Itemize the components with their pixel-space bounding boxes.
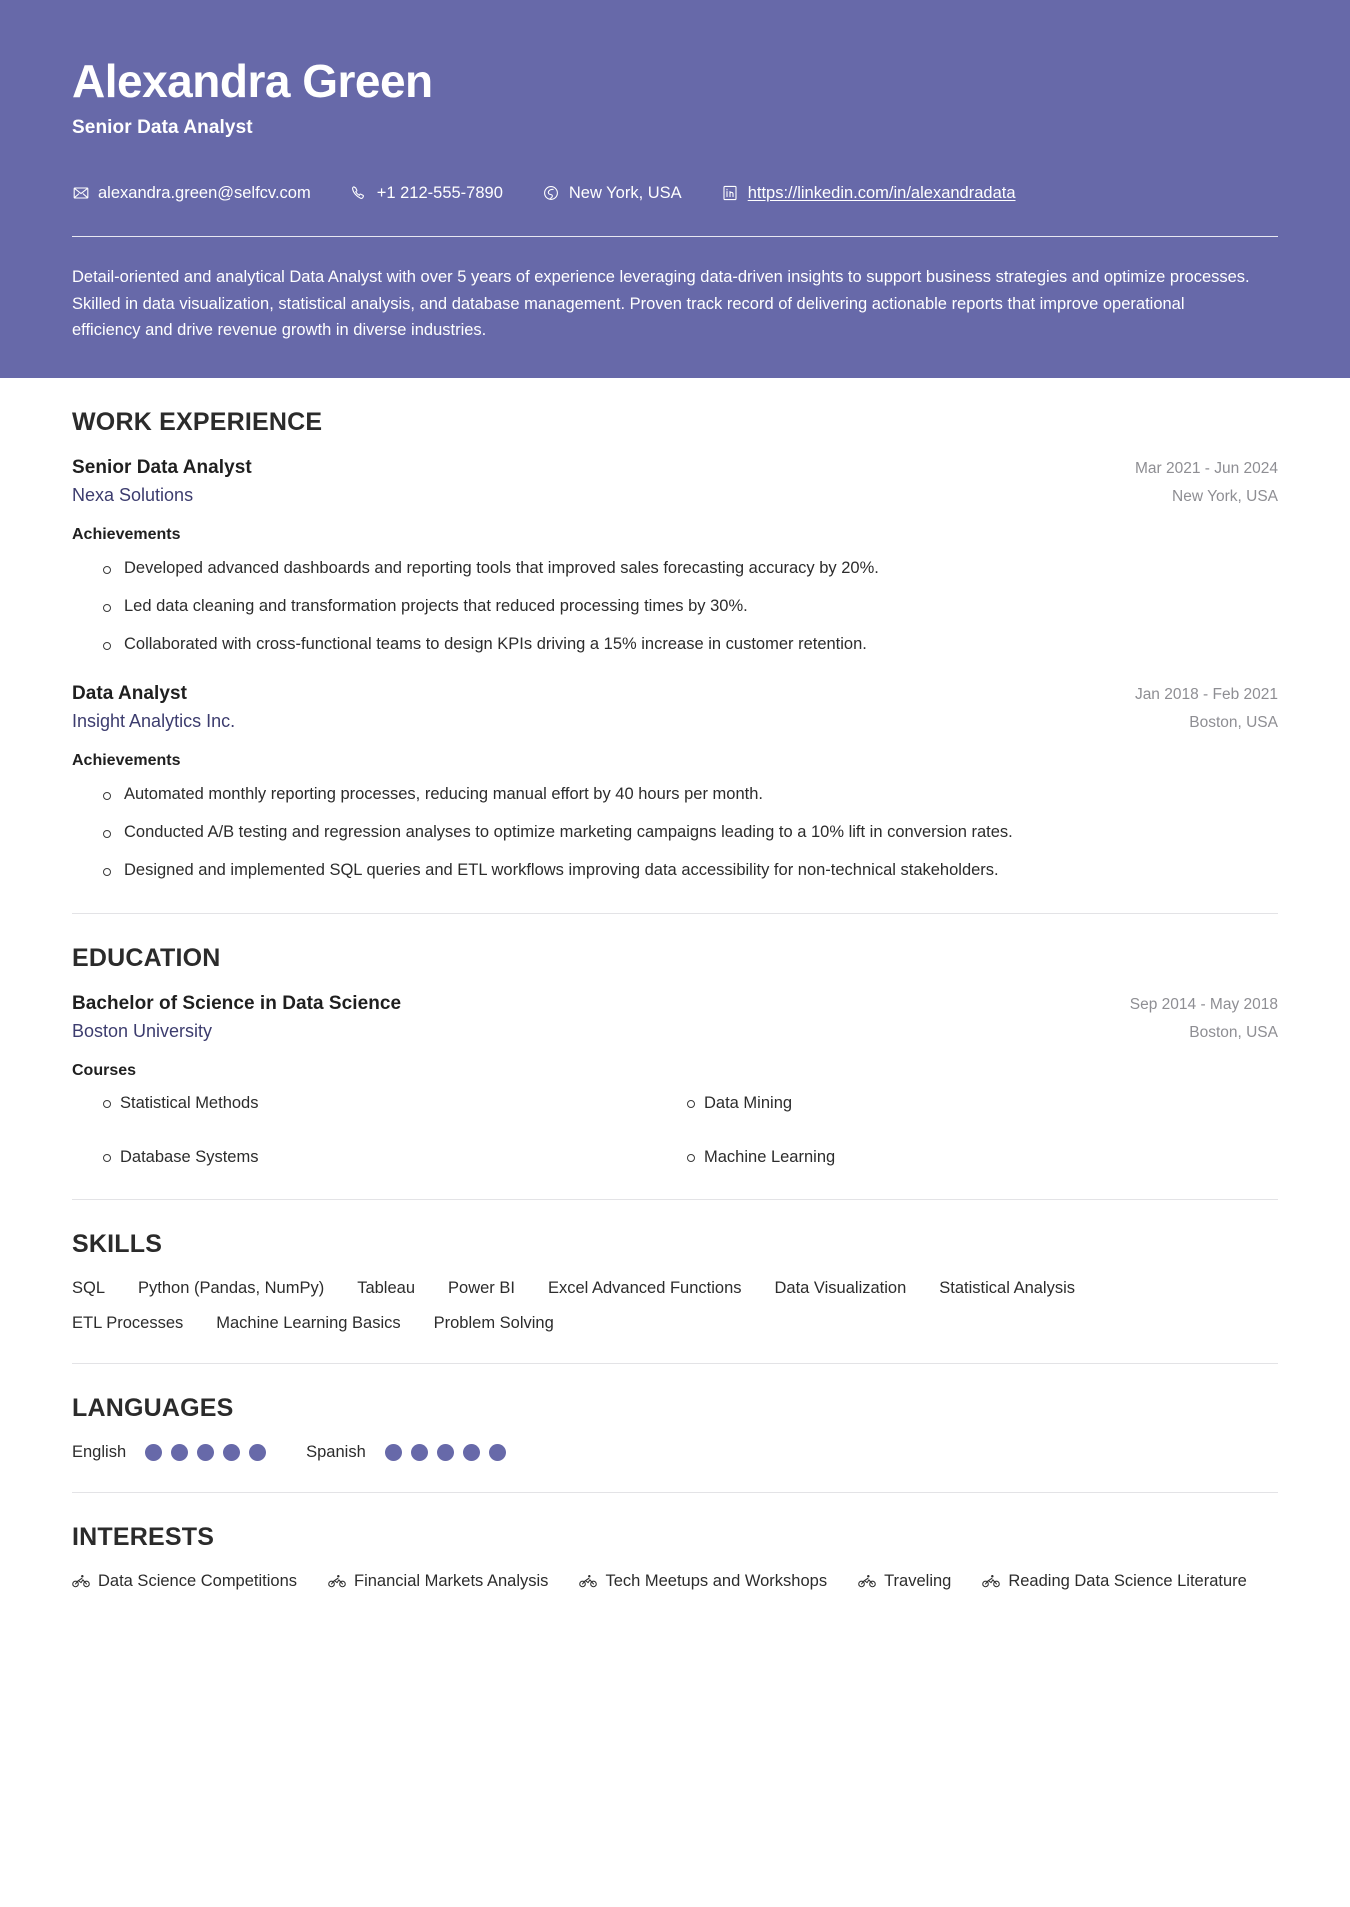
education-entry-organization[interactable]: Boston University xyxy=(72,1021,213,1042)
education-entry-location: Boston, USA xyxy=(1189,1024,1278,1042)
page-title: Alexandra Green xyxy=(72,55,433,107)
contact-item-location-pin xyxy=(543,185,682,202)
contact-value: +1 212-555-7890 xyxy=(376,184,503,203)
level-dot-filled xyxy=(489,1444,506,1461)
level-dot-filled xyxy=(437,1444,454,1461)
work-entry-bullets xyxy=(72,556,1278,657)
skill-item: Data Visualization xyxy=(774,1278,907,1297)
skill-item: Statistical Analysis xyxy=(939,1278,1076,1297)
level-dot-filled xyxy=(411,1444,428,1461)
contact-value: alexandra.green@selfcv.com xyxy=(98,184,311,203)
location-pin-icon xyxy=(543,185,560,202)
skill-item: Problem Solving xyxy=(433,1313,554,1332)
language-name: English xyxy=(72,1442,127,1461)
bullet-item: Developed advanced dashboards and reporting tools that improved sales forecasting accuracy by 20%. xyxy=(120,556,1278,582)
work-entry-organization[interactable]: Nexa Solutions xyxy=(72,485,194,506)
section-work-experience xyxy=(72,378,1278,914)
skill-item: Machine Learning Basics xyxy=(216,1313,401,1332)
contact-item-envelope xyxy=(72,185,311,202)
education-entry xyxy=(72,993,1278,1168)
language-item xyxy=(72,1443,266,1462)
contact-value: New York, USA xyxy=(568,184,682,203)
bullet-item: Collaborated with cross-functional teams to design KPIs driving a 15% increase in customer retention. xyxy=(120,632,1278,658)
resume-header xyxy=(0,0,1350,378)
section-title-education: EDUCATION xyxy=(72,944,221,973)
interest-label: Traveling xyxy=(884,1571,952,1590)
interest-label: Financial Markets Analysis xyxy=(354,1571,549,1590)
interest-label: Reading Data Science Literature xyxy=(1008,1571,1247,1590)
interest-label: Tech Meetups and Workshops xyxy=(605,1571,828,1590)
section-title-work-experience: WORK EXPERIENCE xyxy=(72,408,323,437)
level-dot-filled xyxy=(463,1444,480,1461)
skill-item: Excel Advanced Functions xyxy=(547,1278,742,1297)
skill-item: Tableau xyxy=(357,1278,416,1297)
skill-item: Power BI xyxy=(448,1278,515,1297)
skill-item: ETL Processes xyxy=(72,1313,184,1332)
contact-item-phone xyxy=(351,185,503,202)
course-item: Data Mining xyxy=(704,1092,1278,1115)
section-title-languages: LANGUAGES xyxy=(72,1393,234,1422)
section-interests xyxy=(72,1493,1278,1591)
bicycle-icon xyxy=(328,1572,346,1590)
linkedin-icon xyxy=(722,185,739,202)
interest-item xyxy=(858,1572,951,1591)
work-entry-role: Senior Data Analyst xyxy=(72,457,252,479)
resume-body xyxy=(0,378,1350,1631)
language-name: Spanish xyxy=(306,1442,366,1461)
work-entry-sub-label: Achievements xyxy=(72,526,181,544)
bullet-item: Led data cleaning and transformation projects that reduced processing times by 30%. xyxy=(120,594,1278,620)
contact-value[interactable]: https://linkedin.com/in/alexandradata xyxy=(747,184,1016,203)
work-entry-bullets xyxy=(72,782,1278,883)
bullet-item: Conducted A/B testing and regression analyses to optimize marketing campaigns leading to a 10% lift in conversion rates. xyxy=(120,820,1278,846)
level-dot-filled xyxy=(385,1444,402,1461)
language-item xyxy=(306,1443,506,1462)
course-item: Machine Learning xyxy=(704,1146,1278,1169)
interest-item xyxy=(579,1572,827,1591)
language-level-dots xyxy=(145,1444,266,1461)
level-dot-filled xyxy=(145,1444,162,1461)
education-entry-degree: Bachelor of Science in Data Science xyxy=(72,993,402,1015)
level-dot-filled xyxy=(249,1444,266,1461)
interest-label: Data Science Competitions xyxy=(98,1571,298,1590)
work-entry-sub-label: Achievements xyxy=(72,752,181,770)
education-course-list xyxy=(72,1092,1278,1168)
language-level-dots xyxy=(385,1444,506,1461)
bicycle-icon xyxy=(579,1572,597,1590)
education-entry-sub-label: Courses xyxy=(72,1062,137,1080)
interest-item xyxy=(328,1572,548,1591)
section-title-interests: INTERESTS xyxy=(72,1522,215,1551)
contact-item-linkedin[interactable] xyxy=(722,185,1016,202)
interest-item xyxy=(982,1572,1246,1591)
languages-list xyxy=(72,1443,1278,1462)
bicycle-icon xyxy=(982,1572,1000,1590)
level-dot-filled xyxy=(171,1444,188,1461)
work-entry xyxy=(72,683,1278,883)
contact-row xyxy=(72,185,1278,202)
interest-item xyxy=(72,1572,297,1591)
bullet-item: Designed and implemented SQL queries and ETL workflows improving data accessibility for non-technical stakeholders. xyxy=(120,858,1278,884)
level-dot-filled xyxy=(223,1444,240,1461)
section-languages xyxy=(72,1364,1278,1493)
course-item: Statistical Methods xyxy=(120,1092,694,1115)
section-skills xyxy=(72,1200,1278,1364)
section-title-skills: SKILLS xyxy=(72,1229,163,1258)
profile-summary: Detail-oriented and analytical Data Analyst with over 5 years of experience leveraging data-driven insights to support business strategies and optimize processes. Skilled in data visualization, statistical analysis, and database management. Proven track record of delivering actionable reports that improve operational efficiency and drive revenue growth in diverse industries. xyxy=(72,267,1250,340)
header-job-title: Senior Data Analyst xyxy=(72,116,253,138)
skill-item: SQL xyxy=(72,1278,106,1297)
skills-list xyxy=(72,1279,1182,1333)
work-entry-role: Data Analyst xyxy=(72,683,187,705)
envelope-icon xyxy=(72,185,89,202)
header-divider xyxy=(72,236,1278,237)
interests-list xyxy=(72,1572,1252,1591)
bicycle-icon xyxy=(858,1572,876,1590)
education-entry-dates: Sep 2014 - May 2018 xyxy=(1129,996,1278,1014)
work-entry-location: New York, USA xyxy=(1172,488,1278,506)
skill-item: Python (Pandas, NumPy) xyxy=(138,1278,325,1297)
level-dot-filled xyxy=(197,1444,214,1461)
bicycle-icon xyxy=(72,1572,90,1590)
section-education xyxy=(72,914,1278,1199)
bullet-item: Automated monthly reporting processes, reducing manual effort by 40 hours per month. xyxy=(120,782,1278,808)
work-entry-dates: Mar 2021 - Jun 2024 xyxy=(1134,460,1278,478)
course-item: Database Systems xyxy=(120,1146,694,1169)
work-entry xyxy=(72,457,1278,657)
work-entry-dates: Jan 2018 - Feb 2021 xyxy=(1134,686,1278,704)
work-entry-location: Boston, USA xyxy=(1189,714,1278,732)
work-entry-organization[interactable]: Insight Analytics Inc. xyxy=(72,711,236,732)
phone-icon xyxy=(351,185,368,202)
